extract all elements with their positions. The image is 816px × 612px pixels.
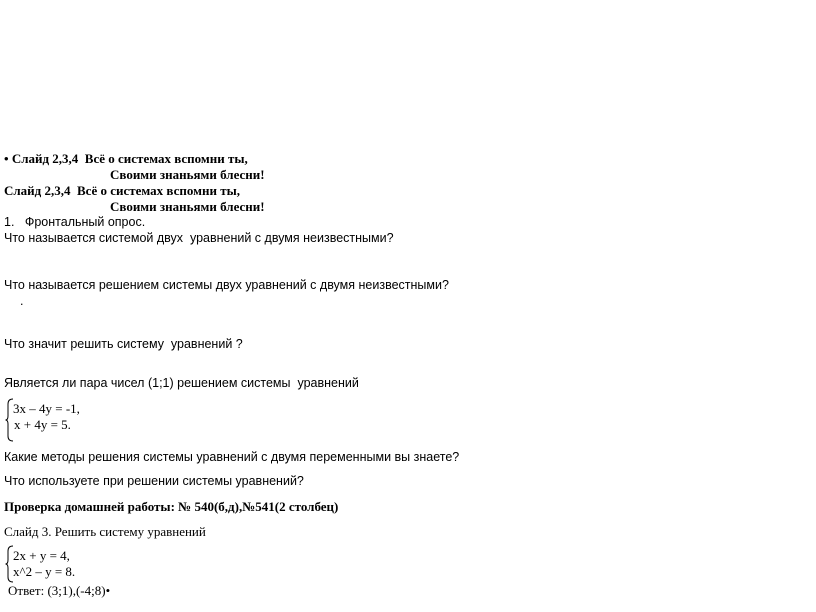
slide-heading-1-title: Слайд 2,3,4 Всё о системах вспомни ты, <box>11 151 248 166</box>
question-2: Что называется решением системы двух уравнений с двумя неизвестными? <box>4 278 449 292</box>
question-2-dot: . <box>20 294 24 308</box>
question-6: Что используете при решении системы уравнений? <box>4 474 304 488</box>
system-1-eq-2: x + 4y = 5. <box>14 417 71 432</box>
system-2-eq-2: x^2 – y = 8. <box>13 564 76 579</box>
slide-heading-1 <box>4 151 248 167</box>
slide-3-task: Слайд 3. Решить систему уравнений <box>4 524 206 539</box>
bullet-icon: • <box>105 583 111 598</box>
slide-heading-2-title: Слайд 2,3,4 Всё о системах вспомни ты, <box>4 183 240 198</box>
bullet-icon: • <box>4 151 9 166</box>
section-heading: 1. Фронтальный опрос. <box>4 215 146 229</box>
homework-check: Проверка домашней работы: № 540(б,д),№541(2 столбец) <box>4 499 339 514</box>
answer-text: Ответ: (3;1),(-4;8) <box>8 583 106 598</box>
slide-heading-2-subtitle: Своими знаньями блесни! <box>110 199 265 214</box>
system-2-eq-1: 2x + y = 4, <box>13 548 70 563</box>
answer <box>8 583 110 599</box>
system-1-eq-1: 3x – 4y = -1, <box>13 401 80 416</box>
question-3: Что значит решить систему уравнений ? <box>4 337 243 351</box>
question-1: Что называется системой двух уравнений с двумя неизвестными? <box>4 231 394 245</box>
question-5: Какие методы решения системы уравнений с двумя переменными вы знаете? <box>4 450 460 464</box>
slide-heading-1-subtitle: Своими знаньями блесни! <box>110 167 265 182</box>
question-4: Является ли пара чисел (1;1) решением системы уравнений <box>4 376 359 390</box>
